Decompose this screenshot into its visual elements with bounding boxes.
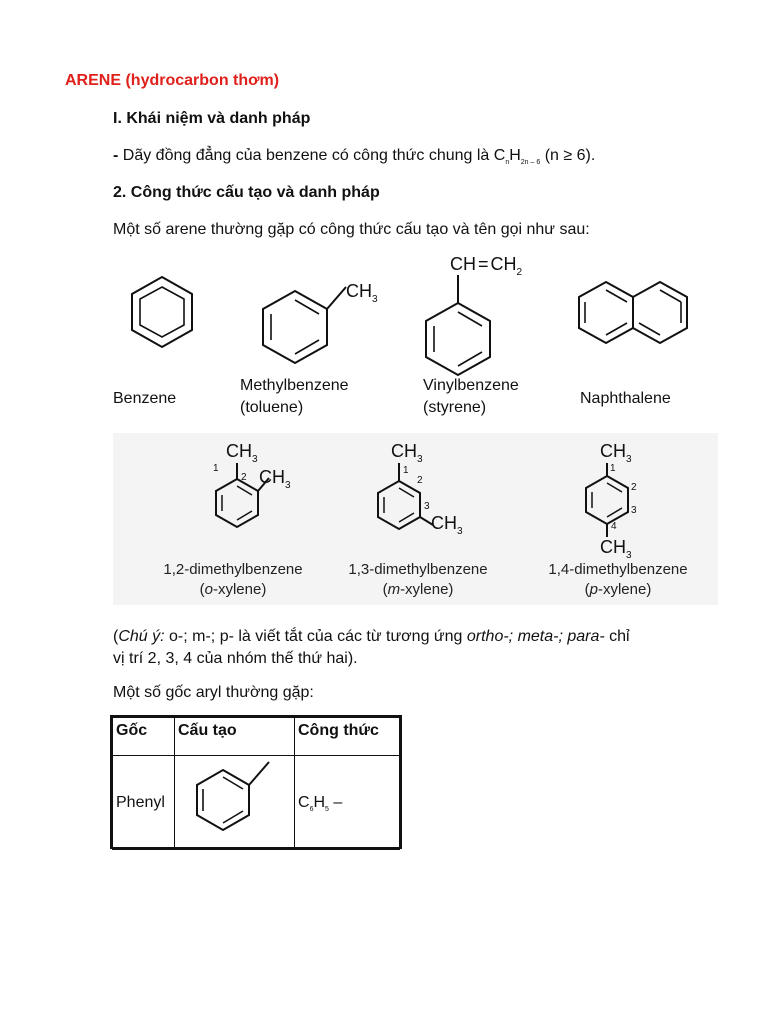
sub-2n6: 2n – 6 bbox=[520, 159, 541, 167]
aryl-intro: Một số gốc aryl thường gặp: bbox=[113, 684, 314, 701]
arene-structures bbox=[100, 245, 720, 380]
svg-text:3: 3 bbox=[631, 505, 637, 516]
naphthalene-structure bbox=[579, 282, 687, 343]
phenyl-formula-cell: $C_6H_5$ – bbox=[295, 756, 400, 850]
svg-text:CH3: $CH_3$ bbox=[431, 513, 463, 537]
styrene-vinyl-label: CH = $CH_2$ bbox=[450, 254, 523, 278]
heading-sub: (hydrocarbon thơm) bbox=[125, 72, 280, 89]
sub-n: n bbox=[505, 159, 510, 167]
svg-text:2: 2 bbox=[631, 482, 637, 493]
p-xylene-label: 1,4-dimethylbenzene (p-xylene) bbox=[548, 561, 688, 598]
svg-text:4: 4 bbox=[611, 521, 617, 532]
styrene-structure bbox=[426, 254, 523, 375]
svg-text:CH3: $CH_3$ bbox=[600, 441, 632, 465]
note-paragraph: (Chú ý: o-; m-; p- là viết tắt của các từ tương ứng ortho-; meta-; para- chỉ vị trí 2, 3, 4 của nhóm thế thứ hai). bbox=[113, 628, 630, 667]
header-goc: Gốc bbox=[113, 718, 175, 756]
benzene-structure bbox=[132, 277, 192, 347]
o-xylene-structure bbox=[213, 441, 291, 527]
dash-marker: - bbox=[113, 147, 119, 164]
molecule-name-benzene: Benzene bbox=[113, 390, 177, 407]
table-row bbox=[113, 756, 400, 850]
svg-text:CH3: $CH_3$ bbox=[259, 467, 291, 491]
m-xylene-label: 1,3-dimethylbenzene (m-xylene) bbox=[348, 561, 488, 598]
section1-title: I. Khái niệm và danh pháp bbox=[113, 110, 311, 127]
note-label: Chú ý: bbox=[118, 628, 165, 645]
p-xylene-structure bbox=[586, 441, 637, 558]
aryl-table-header-row bbox=[113, 718, 400, 756]
phenyl-structure-cell bbox=[175, 756, 295, 850]
aryl-table bbox=[110, 715, 402, 849]
section2-title: 2. Công thức cấu tạo và danh pháp bbox=[113, 184, 380, 201]
svg-text:2: 2 bbox=[417, 475, 423, 486]
note-terms: ortho-; meta-; para- bbox=[466, 628, 605, 645]
molecule-name-styrene: Vinylbenzene (styrene) bbox=[423, 377, 519, 416]
svg-text:2: 2 bbox=[241, 472, 247, 483]
svg-text:1: 1 bbox=[610, 463, 616, 474]
svg-text:1: 1 bbox=[403, 465, 409, 476]
header-cau-tao: Cấu tạo bbox=[175, 718, 295, 756]
page-heading bbox=[65, 71, 279, 91]
m-xylene-structure bbox=[378, 441, 463, 537]
o-xylene-label: 1,2-dimethylbenzene (o-xylene) bbox=[163, 561, 303, 598]
general-formula-line bbox=[113, 146, 595, 166]
phenyl-structure bbox=[175, 756, 288, 844]
xylene-structures bbox=[113, 433, 718, 558]
general-formula-text: Dãy đồng đẳng của benzene có công thức chung là C bbox=[122, 147, 506, 164]
heading-main: ARENE bbox=[65, 72, 122, 89]
molecule-name-toluene: Methylbenzene (toluene) bbox=[240, 377, 349, 416]
svg-text:CH3: $CH_3$ bbox=[600, 537, 632, 558]
xylene-panel bbox=[113, 433, 718, 605]
svg-text:3: 3 bbox=[424, 501, 430, 512]
phenyl-name-cell: Phenyl bbox=[113, 756, 175, 850]
section2-intro: Một số arene thường gặp có công thức cấu tạo và tên gọi như sau: bbox=[113, 221, 590, 238]
formula-condition: (n ≥ 6). bbox=[544, 147, 596, 164]
toluene-structure bbox=[263, 281, 378, 363]
svg-text:1: 1 bbox=[213, 463, 219, 474]
toluene-ch3-label: $CH_3$ bbox=[346, 281, 378, 305]
svg-text:CH3: $CH_3$ bbox=[391, 441, 423, 465]
svg-text:CH3: $CH_3$ bbox=[226, 441, 258, 465]
molecule-name-naphthalene: Naphthalene bbox=[580, 390, 671, 407]
header-cong-thuc: Công thức bbox=[295, 718, 400, 756]
formula-h: H bbox=[509, 147, 521, 164]
